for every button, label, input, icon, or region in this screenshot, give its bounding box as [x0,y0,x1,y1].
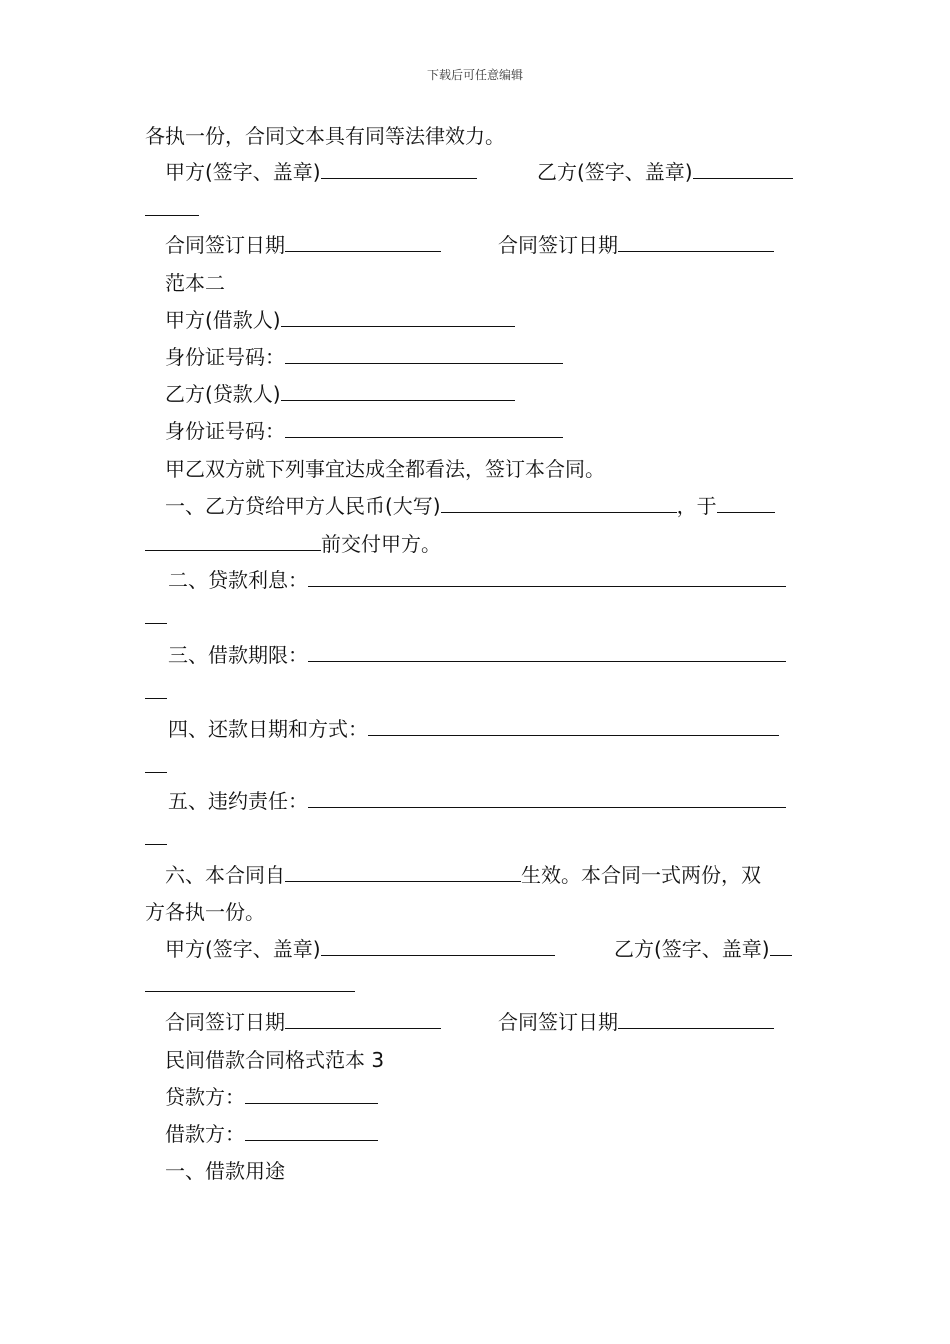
id-number-label: 身份证号码： [165,419,285,443]
effective-blank [285,862,521,882]
lender-label: 贷款方： [165,1085,245,1109]
continuation-line [145,679,167,705]
clause-6-label: 六、本合同自 [165,863,285,887]
date-blank [618,232,774,252]
sign-date-label: 合同签订日期 [498,233,618,257]
amount-blank [441,493,677,513]
signature-blank [770,936,792,956]
signature-blank [693,159,793,179]
sign-date-label: 合同签订日期 [498,1010,618,1034]
id-number-label: 身份证号码： [165,345,285,369]
lender-line [165,381,515,407]
lender-blank [245,1084,378,1104]
borrower-blank [281,307,515,327]
repayment-blank [368,716,779,736]
id-number-line [165,418,563,444]
liability-blank-continued [145,825,167,845]
signature-blank [321,936,555,956]
clause-5-label: 五、违约责任： [168,789,308,813]
section-heading: 范本二 [165,271,225,295]
signature-blank-continued [145,972,355,992]
continuation-line [145,753,167,779]
clause-3-label: 三、借款期限： [168,643,308,667]
party-b-signature-line [614,936,792,962]
repayment-blank-continued [145,753,167,773]
continuation-line [145,972,355,998]
clause-5-line [168,788,786,814]
lender-label: 乙方(贷款人) [165,382,281,406]
signature-blank [321,159,477,179]
clause-1-line [165,493,775,519]
party-b-signature-label: 乙方(签字、盖章) [537,160,693,184]
sign-date-line [498,232,774,258]
clause-1-end: 前交付甲方。 [321,532,441,556]
interest-blank [308,567,786,587]
clause-6-text: 生效。本合同一式两份，双 [521,863,761,887]
clause-2-label: 二、贷款利息： [168,568,308,592]
term-blank [308,642,786,662]
clause-1-label: 一、乙方贷给甲方人民币(大写) [165,494,441,518]
id-number-blank [285,344,563,364]
liability-blank [308,788,786,808]
borrower-line [165,307,515,333]
clause-4-line [168,716,779,742]
date-blank [717,493,775,513]
signature-blank-continued [145,196,199,216]
clause-6-continued: 方各执一份。 [145,900,265,924]
sign-date-label: 合同签订日期 [165,1010,285,1034]
borrower-label: 借款方： [165,1122,245,1146]
sign-date-line [165,1009,441,1035]
interest-blank-continued [145,604,167,624]
borrower-line [165,1121,378,1147]
agreement-sentence: 甲乙双方就下列事宜达成全都看法，签订本合同。 [165,457,605,481]
party-a-signature-line [165,159,477,185]
continuation-line [145,196,199,222]
id-number-blank [285,418,563,438]
party-a-signature-label: 甲方(签字、盖章) [165,160,321,184]
borrower-label: 甲方(借款人) [165,308,281,332]
clause-1-continued [145,531,441,557]
continuation-line [145,825,167,851]
clause-4-label: 四、还款日期和方式： [168,717,368,741]
clause-3-line [168,642,786,668]
party-b-signature-label: 乙方(签字、盖章) [614,937,770,961]
page-header: 下载后可任意编辑 [426,68,523,82]
sign-date-line [498,1009,774,1035]
paragraph-line: 各执一份，合同文本具有同等法律效力。 [145,124,505,148]
clause-6-line [165,862,761,888]
sign-date-label: 合同签订日期 [165,233,285,257]
lender-line [165,1084,378,1110]
section-heading: 民间借款合同格式范本 3 [165,1048,385,1072]
date-blank [618,1009,774,1029]
party-a-signature-label: 甲方(签字、盖章) [165,937,321,961]
clause-1-mid: ，于 [676,494,717,518]
date-blank-continued [145,531,321,551]
date-blank [285,1009,441,1029]
sign-date-line [165,232,441,258]
section-heading: 一、借款用途 [165,1159,285,1183]
id-number-line [165,344,563,370]
lender-blank [281,381,515,401]
clause-2-line [168,567,786,593]
party-b-signature-line [537,159,793,185]
continuation-line [145,604,167,630]
party-a-signature-line [165,936,555,962]
borrower-blank [245,1121,378,1141]
term-blank-continued [145,679,167,699]
date-blank [285,232,441,252]
